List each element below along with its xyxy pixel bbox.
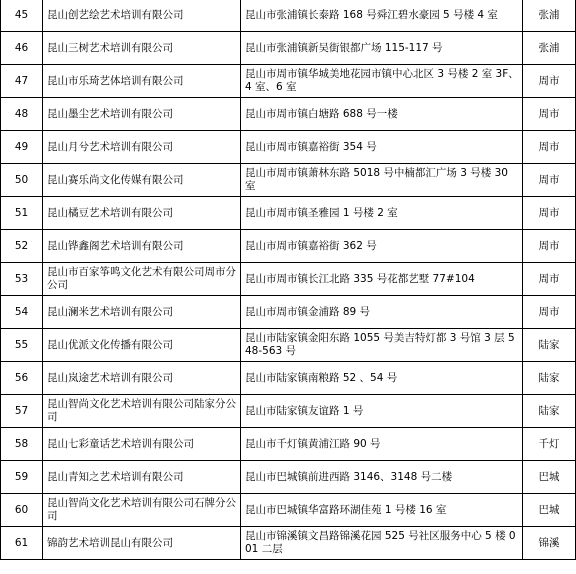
town-name: 周市 bbox=[523, 164, 576, 197]
company-address: 昆山市巴城镇华富路环湖佳苑 1 号楼 16 室 bbox=[241, 494, 523, 527]
company-address: 昆山市千灯镇黄浦江路 90 号 bbox=[241, 428, 523, 461]
company-address: 昆山市锦溪镇文昌路锦溪花园 525 号社区服务中心 5 楼 001 二层 bbox=[241, 527, 523, 560]
company-name: 锦韵艺术培训昆山有限公司 bbox=[43, 527, 241, 560]
company-name: 昆山墨尘艺术培训有限公司 bbox=[43, 98, 241, 131]
row-number: 47 bbox=[1, 65, 43, 98]
company-address: 昆山市周市镇嘉裕街 362 号 bbox=[241, 230, 523, 263]
row-number: 53 bbox=[1, 263, 43, 296]
table-row bbox=[1, 461, 576, 494]
table-row bbox=[1, 230, 576, 263]
town-name: 周市 bbox=[523, 131, 576, 164]
company-name: 昆山智尚文化艺术培训有限公司陆家分公司 bbox=[43, 395, 241, 428]
company-name: 昆山澜米艺术培训有限公司 bbox=[43, 296, 241, 329]
company-address: 昆山市陆家镇金阳东路 1055 号美吉特灯都 3 号馆 3 层 548-563 号 bbox=[241, 329, 523, 362]
company-address: 昆山市张浦镇新吴街银都广场 115-117 号 bbox=[241, 32, 523, 65]
table-row bbox=[1, 296, 576, 329]
row-number: 56 bbox=[1, 362, 43, 395]
row-number: 50 bbox=[1, 164, 43, 197]
table-row bbox=[1, 428, 576, 461]
company-address: 昆山市周市镇金浦路 89 号 bbox=[241, 296, 523, 329]
company-address: 昆山市周市镇华城美地花园市镇中心北区 3 号楼 2 室 3F、4 室、6 室 bbox=[241, 65, 523, 98]
table-row bbox=[1, 164, 576, 197]
town-name: 周市 bbox=[523, 98, 576, 131]
company-address: 昆山市巴城镇前进西路 3146、3148 号二楼 bbox=[241, 461, 523, 494]
table-row bbox=[1, 329, 576, 362]
company-address: 昆山市周市镇长江北路 335 号花都艺墅 77#104 bbox=[241, 263, 523, 296]
company-name: 昆山市乐琦艺体培训有限公司 bbox=[43, 65, 241, 98]
town-name: 张浦 bbox=[523, 0, 576, 32]
company-name: 昆山青知之艺术培训有限公司 bbox=[43, 461, 241, 494]
row-number: 48 bbox=[1, 98, 43, 131]
company-address: 昆山市张浦镇长泰路 168 号舜江碧水豪园 5 号楼 4 室 bbox=[241, 0, 523, 32]
town-name: 巴城 bbox=[523, 494, 576, 527]
table-row bbox=[1, 362, 576, 395]
table-row bbox=[1, 0, 576, 32]
company-address: 昆山市周市镇圣雅园 1 号楼 2 室 bbox=[241, 197, 523, 230]
company-name: 昆山智尚文化艺术培训有限公司石牌分公司 bbox=[43, 494, 241, 527]
row-number: 49 bbox=[1, 131, 43, 164]
table-row bbox=[1, 65, 576, 98]
town-name: 张浦 bbox=[523, 32, 576, 65]
company-name: 昆山橘豆艺术培训有限公司 bbox=[43, 197, 241, 230]
company-name: 昆山铧鑫阁艺术培训有限公司 bbox=[43, 230, 241, 263]
company-address: 昆山市陆家镇南粮路 52 、54 号 bbox=[241, 362, 523, 395]
town-name: 周市 bbox=[523, 230, 576, 263]
row-number: 51 bbox=[1, 197, 43, 230]
town-name: 千灯 bbox=[523, 428, 576, 461]
town-name: 锦溪 bbox=[523, 527, 576, 560]
table-row bbox=[1, 263, 576, 296]
town-name: 周市 bbox=[523, 197, 576, 230]
company-name: 昆山七彩童话艺术培训有限公司 bbox=[43, 428, 241, 461]
table-row bbox=[1, 32, 576, 65]
table-row bbox=[1, 395, 576, 428]
row-number: 61 bbox=[1, 527, 43, 560]
row-number: 57 bbox=[1, 395, 43, 428]
company-name: 昆山创艺绘艺术培训有限公司 bbox=[43, 0, 241, 32]
company-name: 昆山优派文化传播有限公司 bbox=[43, 329, 241, 362]
town-name: 陆家 bbox=[523, 329, 576, 362]
row-number: 45 bbox=[1, 0, 43, 32]
company-name: 昆山市百家筝鸣文化艺术有限公司周市分公司 bbox=[43, 263, 241, 296]
town-name: 周市 bbox=[523, 263, 576, 296]
row-number: 55 bbox=[1, 329, 43, 362]
table-row bbox=[1, 527, 576, 560]
table-row bbox=[1, 494, 576, 527]
town-name: 周市 bbox=[523, 65, 576, 98]
row-number: 46 bbox=[1, 32, 43, 65]
company-name: 昆山月兮艺术培训有限公司 bbox=[43, 131, 241, 164]
company-address: 昆山市陆家镇友谊路 1 号 bbox=[241, 395, 523, 428]
company-address: 昆山市周市镇萧林东路 5018 号中楠都汇广场 3 号楼 30 室 bbox=[241, 164, 523, 197]
company-name: 昆山岚途艺术培训有限公司 bbox=[43, 362, 241, 395]
row-number: 60 bbox=[1, 494, 43, 527]
company-name: 昆山三树艺术培训有限公司 bbox=[43, 32, 241, 65]
town-name: 陆家 bbox=[523, 362, 576, 395]
row-number: 54 bbox=[1, 296, 43, 329]
table-row bbox=[1, 98, 576, 131]
company-name: 昆山赛乐尚文化传媒有限公司 bbox=[43, 164, 241, 197]
row-number: 52 bbox=[1, 230, 43, 263]
row-number: 59 bbox=[1, 461, 43, 494]
town-name: 巴城 bbox=[523, 461, 576, 494]
town-name: 陆家 bbox=[523, 395, 576, 428]
company-address: 昆山市周市镇白塘路 688 号一楼 bbox=[241, 98, 523, 131]
row-number: 58 bbox=[1, 428, 43, 461]
town-name: 周市 bbox=[523, 296, 576, 329]
table-row bbox=[1, 197, 576, 230]
company-address: 昆山市周市镇嘉裕街 354 号 bbox=[241, 131, 523, 164]
table-row bbox=[1, 131, 576, 164]
